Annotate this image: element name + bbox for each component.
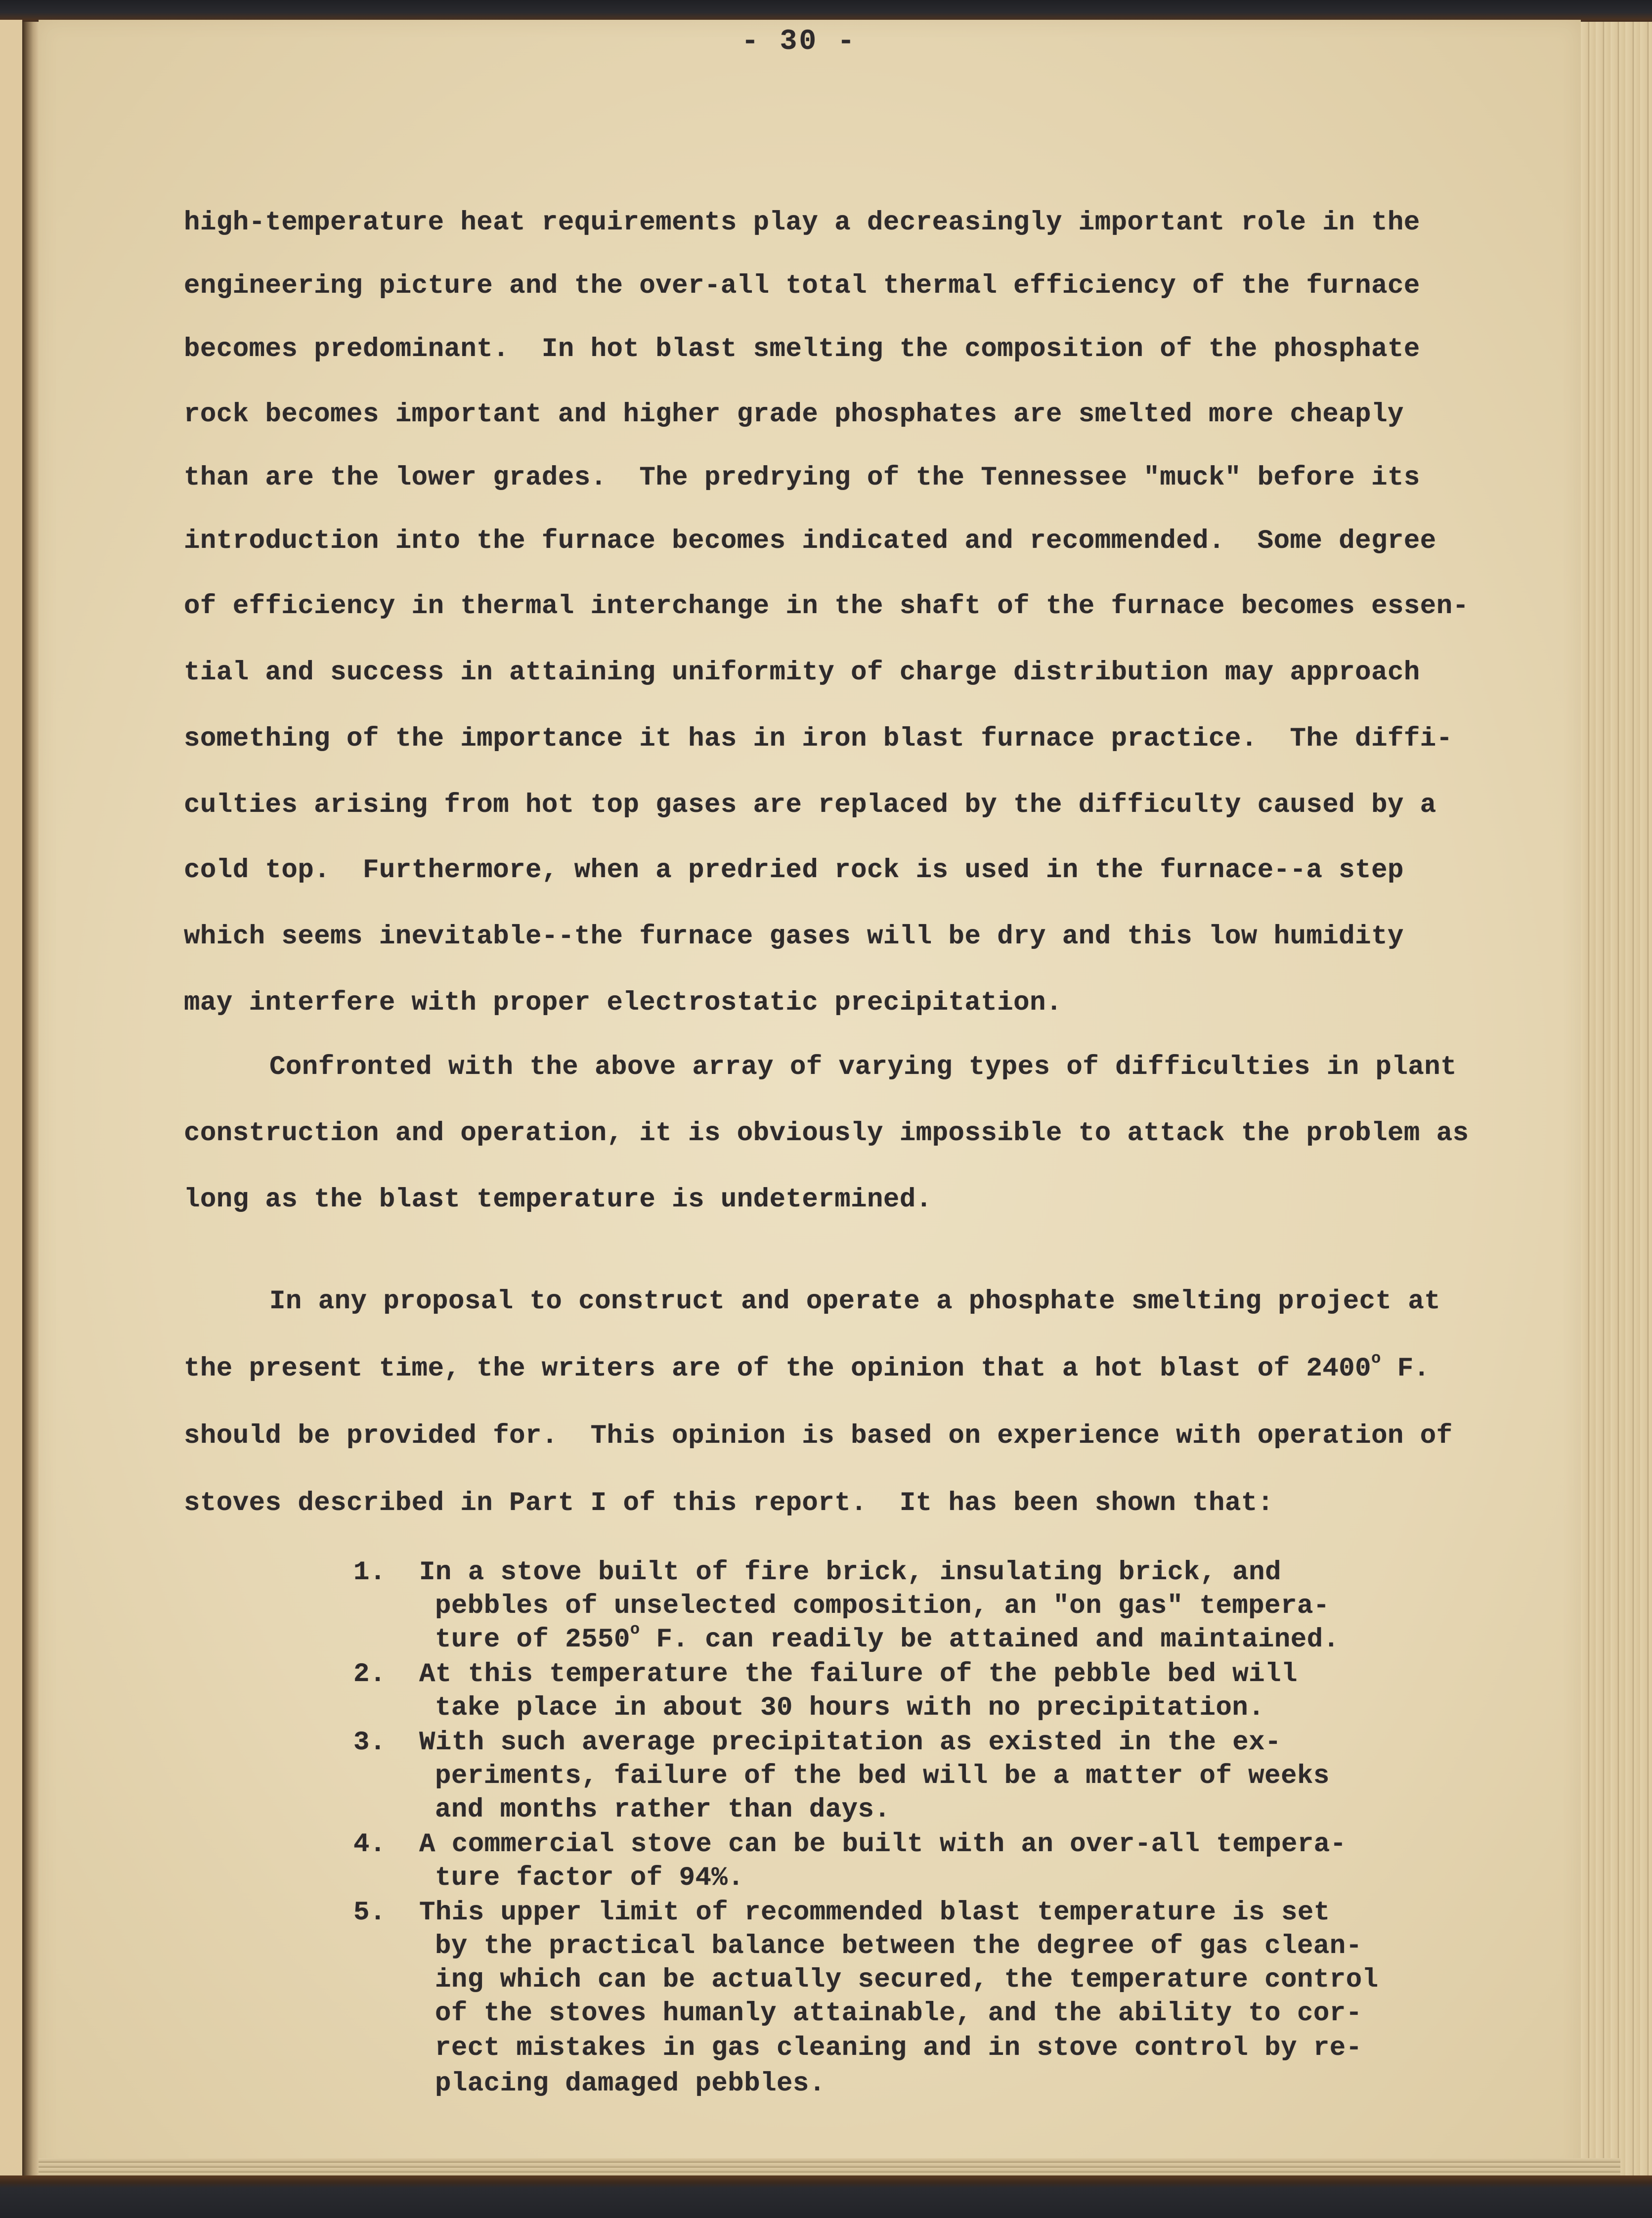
list-item-line: and months rather than days. [435,1795,891,1825]
list-item-number: 5. [353,1898,386,1928]
list-item-line: This upper limit of recommended blast temperature is set [419,1898,1330,1928]
previous-page-edge [0,20,22,2180]
page-number: - 30 - [741,26,857,58]
list-item-number: 3. [353,1728,386,1758]
list-item-number: 2. [353,1659,386,1689]
text-run: F. [1381,1354,1430,1384]
paragraph-line: In any proposal to construct and operate a phosphate smelting project at [269,1286,1441,1317]
paragraph-line: of efficiency in thermal interchange in the shaft of the furnace becomes essen- [184,591,1469,621]
paragraph-line: something of the importance it has in iron blast furnace practice. The diffi- [184,724,1453,754]
text-run: F. can readily be attained and maintained. [640,1625,1340,1655]
list-item-number: 1. [353,1557,386,1588]
paragraph-line [184,1349,1430,1384]
book-cover-bottom [0,2175,1652,2218]
degree-symbol: o [630,1620,640,1639]
list-item-line: pebbles of unselected composition, an "on gas" tempera- [435,1591,1330,1621]
list-item-line: In a stove built of fire brick, insulating brick, and [419,1557,1281,1588]
page-stack-edges [1581,22,1652,2177]
list-item-line: periments, failure of the bed will be a matter of weeks [435,1761,1330,1791]
list-item-line: by the practical balance between the degree of gas clean- [435,1931,1362,1961]
list-item-line [435,1620,1340,1655]
paragraph-line: engineering picture and the over-all total thermal efficiency of the furnace [184,271,1420,301]
degree-symbol: o [1371,1349,1381,1368]
paragraph-line: introduction into the furnace becomes indicated and recommended. Some degree [184,526,1436,556]
paragraph-line: cold top. Furthermore, when a predried rock is used in the furnace--a step [184,855,1404,886]
list-item-number: 4. [353,1829,386,1860]
paragraph-line: stoves described in Part I of this report. It has been shown that: [184,1488,1274,1518]
paragraph-line: than are the lower grades. The predrying of the Tennessee "muck" before its [184,463,1420,493]
page-stack-bottom-edges [39,2158,1620,2178]
paragraph-line: rock becomes important and higher grade phosphates are smelted more cheaply [184,399,1404,430]
list-item-line: take place in about 30 hours with no precipitation. [435,1693,1265,1723]
paragraph-line: becomes predominant. In hot blast smelting the composition of the phosphate [184,334,1420,364]
paragraph-line: should be provided for. This opinion is based on experience with operation of [184,1421,1453,1451]
list-item-line: A commercial stove can be built with an over-all tempera- [419,1829,1347,1860]
list-item-line: ture factor of 94%. [435,1863,744,1893]
list-item-line: At this temperature the failure of the pebble bed will [419,1659,1298,1689]
text-run: the present time, the writers are of the opinion that a hot blast of 2400 [184,1354,1372,1384]
paragraph-line: Confronted with the above array of varying types of difficulties in plant [269,1052,1457,1082]
list-item-line: ing which can be actually secured, the temperature control [435,1965,1379,1995]
paragraph-line: long as the blast temperature is undetermined. [184,1185,932,1215]
paragraph-line: construction and operation, it is obviously impossible to attack the problem as [184,1118,1469,1149]
text-run: ture of 2550 [435,1625,630,1655]
paragraph-line: culties arising from hot top gases are replaced by the difficulty caused by a [184,790,1436,820]
list-item-line: With such average precipitation as existed in the ex- [419,1728,1281,1758]
list-item-line: rect mistakes in gas cleaning and in stove control by re- [435,2033,1362,2063]
list-item-line: of the stoves humanly attainable, and the ability to cor- [435,1998,1362,2029]
paragraph-line: high-temperature heat requirements play a decreasingly important role in the [184,208,1420,238]
book-gutter [22,22,39,2177]
list-item-line: placing damaged pebbles. [435,2069,826,2099]
paragraph-line: tial and success in attaining uniformity of charge distribution may approach [184,658,1420,688]
paragraph-line: which seems inevitable--the furnace gases will be dry and this low humidity [184,922,1404,952]
paragraph-line: may interfere with proper electrostatic precipitation. [184,988,1062,1018]
